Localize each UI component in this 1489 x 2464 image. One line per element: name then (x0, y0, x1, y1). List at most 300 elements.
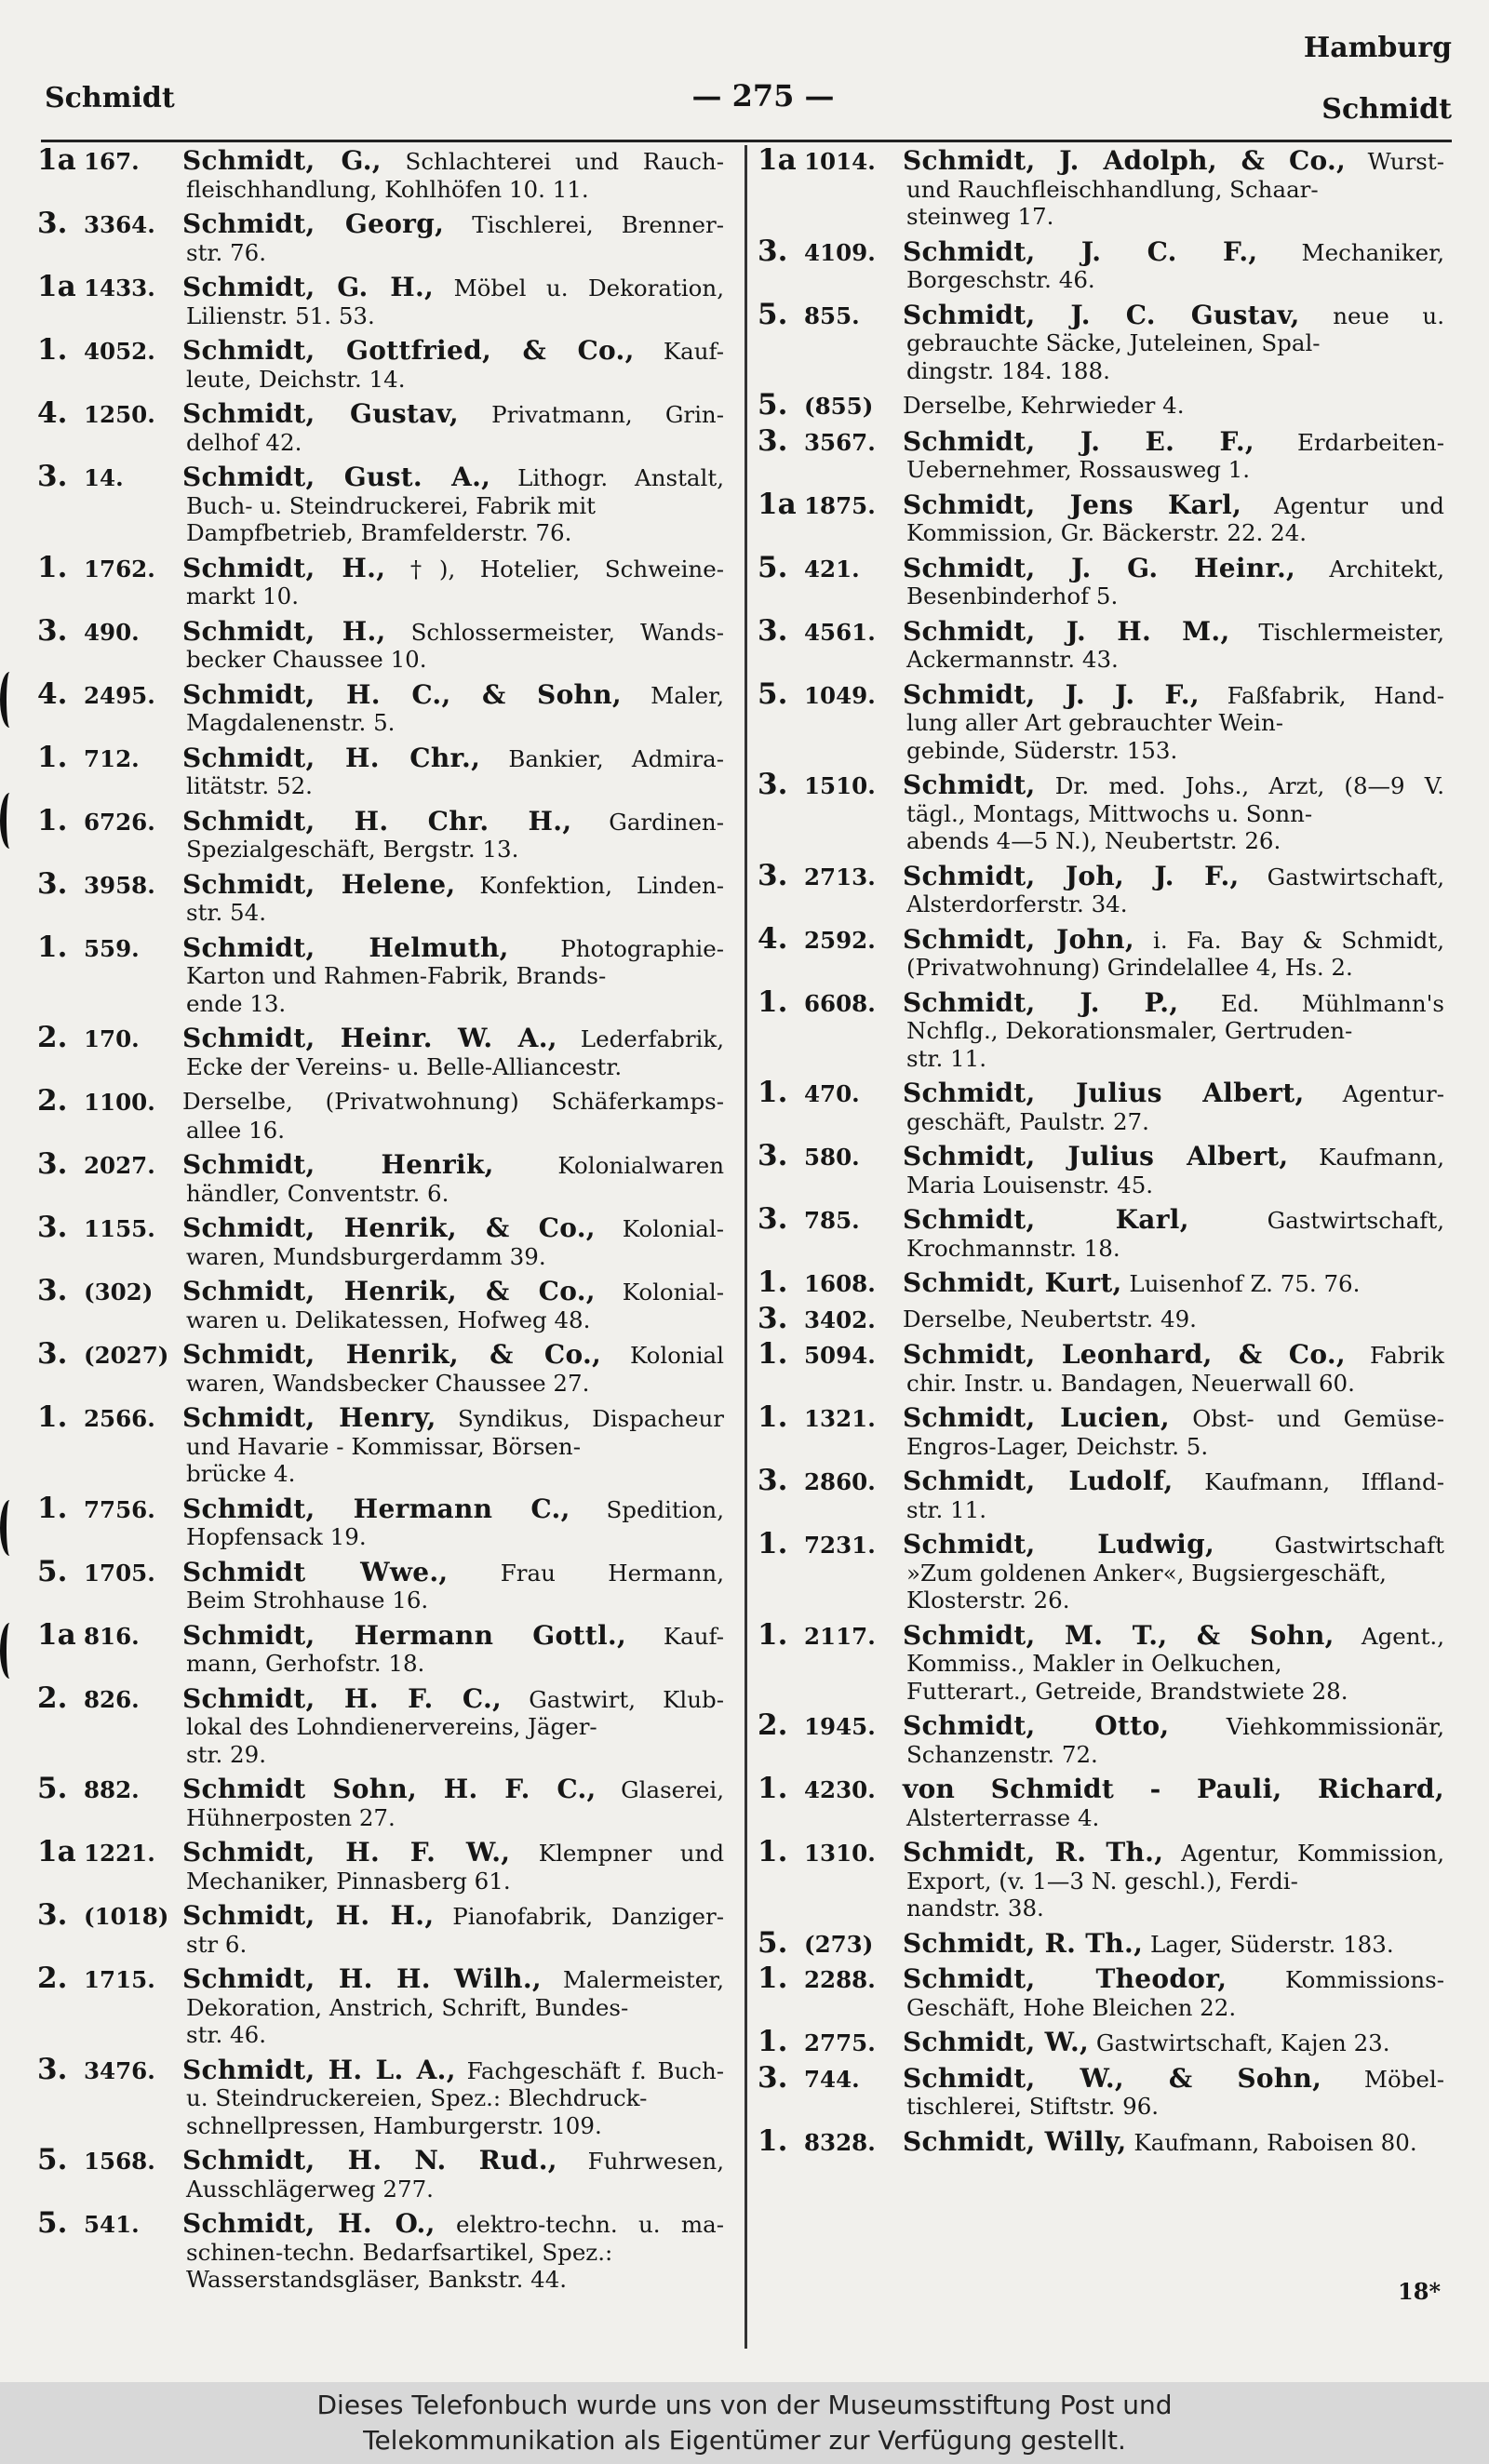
subscriber-name: Schmidt, Julius Albert, (903, 1141, 1289, 1172)
listing-detail: Lithogr. Anstalt, (517, 464, 725, 491)
listing-first-line (903, 1306, 1444, 1333)
exchange-zone: 5. (758, 297, 788, 331)
listing-first-line (182, 1902, 724, 1931)
phone-number (758, 1337, 903, 1371)
listing-detail: Möbel u. Dekoration, (453, 275, 724, 301)
listing-first-line (182, 1088, 724, 1116)
listing-continuation: dingstr. 184. 188. (906, 356, 1110, 384)
exchange-zone: 5. (758, 1925, 788, 1960)
number-value: 1321. (804, 1405, 876, 1432)
listing-first-line (903, 615, 1445, 647)
subscriber-name: Schmidt, J. J. F., (903, 678, 1200, 710)
phone-number (758, 1464, 903, 1497)
number-value: 2027. (84, 1152, 155, 1179)
listing-continuation: allee 16. (186, 1116, 286, 1144)
listing-first-line (903, 771, 1444, 800)
subscriber-name: Schmidt, G., (182, 145, 382, 176)
listing-detail: Klempner und (538, 1840, 725, 1867)
phone-number (758, 984, 903, 1019)
listing-continuation: litätstr. 52. (186, 772, 313, 799)
header-right-name: Schmidt (1321, 93, 1452, 126)
number-value: 3364. (84, 211, 155, 238)
listing-entry (37, 1400, 726, 1488)
exchange-zone: 1a (37, 1835, 76, 1868)
listing-continuation: »Zum goldenen Anker«, Bugsiergeschäft, (906, 1559, 1387, 1587)
listing-detail: Kaufmann, Raboisen 80. (1134, 2128, 1417, 2156)
listing-continuation: tägl., Montags, Mittwochs u. Sonn- (906, 799, 1313, 827)
listing-detail: Kaufmann, Iffland- (1204, 1468, 1444, 1495)
phone-number (758, 2025, 903, 2058)
subscriber-name: Schmidt, (903, 770, 1036, 800)
phone-number (758, 1772, 903, 1805)
number-value: 826. (84, 1685, 140, 1713)
subscriber-name: Schmidt Wwe., (182, 1556, 449, 1587)
listing-entry (37, 1835, 726, 1895)
listing-continuation: waren, Wandsbecker Chaussee 27. (186, 1369, 590, 1397)
number-value: 1510. (804, 772, 876, 799)
number-value: (2027) (84, 1342, 169, 1369)
exchange-zone: 3. (37, 1337, 68, 1371)
phone-number (758, 858, 903, 892)
listing-continuation: Engros-Lager, Deichstr. 5. (906, 1432, 1209, 1460)
subscriber-name: Schmidt, Ludolf, (903, 1466, 1174, 1496)
listing-first-line (903, 986, 1444, 1018)
listing-detail: Lederfabrik, (580, 1025, 724, 1052)
subscriber-name: Schmidt, Joh, J. F., (903, 860, 1240, 891)
listing-continuation: str. 54. (186, 899, 266, 926)
listing-detail: Gastwirtschaft (1274, 1532, 1444, 1559)
listing-entry (37, 1772, 726, 1831)
listing-entry (37, 396, 726, 456)
listing-entry (758, 297, 1446, 385)
listing-first-line (182, 1556, 724, 1587)
exchange-zone: 1. (37, 333, 68, 367)
subscriber-name: Schmidt Sohn, H. F. C., (182, 1774, 597, 1804)
exchange-zone: 1. (758, 1772, 788, 1805)
listing-detail: Wurst- (1367, 148, 1444, 175)
listing-first-line (903, 235, 1444, 267)
listing-first-line (903, 2125, 1444, 2157)
listing-detail: Erdarbeiten- (1296, 428, 1444, 456)
number-value: (855) (804, 393, 874, 420)
number-value: 559. (84, 934, 140, 962)
listing-first-line (182, 1404, 724, 1433)
listing-continuation: Ackermannstr. 43. (906, 646, 1119, 673)
listing-continuation: Geschäft, Hohe Bleichen 22. (906, 1993, 1237, 2021)
phone-number (37, 1617, 182, 1652)
phone-number (37, 930, 182, 964)
listing-continuation: waren, Mundsburgerdamm 39. (186, 1242, 546, 1270)
listing-detail: i. Fa. Bay & Schmidt, (1153, 926, 1444, 954)
subscriber-name: Schmidt, H. Chr., (182, 742, 481, 773)
header-rule (41, 140, 1452, 142)
exchange-zone: 1. (758, 1400, 788, 1434)
listing-detail: †), Hotelier, Schweine- (409, 555, 724, 583)
listing-continuation: Ecke der Vereins- u. Belle-Alliancestr. (186, 1052, 623, 1080)
number-value: 1715. (84, 1966, 155, 1993)
subscriber-name: Schmidt, H. O., (182, 2208, 436, 2239)
header-left-name: Schmidt (45, 82, 175, 114)
listing-continuation: lung aller Art gebrauchter Wein- (906, 709, 1284, 736)
phone-number (37, 1898, 182, 1932)
phone-number (37, 1021, 182, 1054)
exchange-zone: 1. (758, 1337, 788, 1371)
exchange-zone: 1. (37, 550, 68, 584)
exchange-zone: 3. (758, 1202, 788, 1236)
subscriber-name: Schmidt, Henry, (182, 1402, 436, 1433)
phone-number (758, 768, 903, 801)
number-value: 1221. (84, 1840, 155, 1867)
subscriber-name: Schmidt, Gottfried, & Co., (182, 335, 635, 366)
listing-entry (758, 1202, 1446, 1262)
number-value: 170. (84, 1025, 140, 1052)
number-value: 1945. (804, 1713, 876, 1740)
listing-first-line (903, 552, 1444, 583)
number-value: 816. (84, 1622, 140, 1650)
listing-first-line (903, 147, 1444, 176)
subscriber-name: Schmidt, Karl, (903, 1204, 1189, 1235)
subscriber-name: Schmidt, J. P., (903, 986, 1179, 1018)
listing-continuation: geschäft, Paulstr. 27. (906, 1107, 1149, 1135)
exchange-zone: 3. (37, 207, 68, 240)
listing-first-line (182, 1775, 724, 1804)
listing-continuation: Besenbinderhof 5. (906, 583, 1119, 609)
number-value: 4561. (804, 618, 876, 646)
listing-continuation: fleischhandlung, Kohlhöfen 10. 11. (186, 175, 589, 203)
listing-continuation: und Havarie - Kommissar, Börsen- (186, 1432, 581, 1460)
number-value: 2117. (804, 1622, 876, 1650)
listing-detail: Kommissions- (1284, 1966, 1444, 1993)
phone-number (758, 1301, 903, 1335)
phone-number (758, 1400, 903, 1434)
subscriber-name: Schmidt, J. G. Heinr., (903, 552, 1296, 583)
exchange-zone: 3. (37, 1898, 68, 1932)
listing-entry (37, 1021, 726, 1080)
listing-entry (758, 550, 1446, 610)
listing-detail: Frau Hermann, (500, 1559, 724, 1587)
footer-line-1: Dieses Telefonbuch wurde uns von der Museumsstiftung Post und (316, 2390, 1173, 2420)
exchange-zone: 1a (758, 143, 797, 177)
phone-number (37, 676, 182, 711)
number-value: 7231. (804, 1532, 876, 1559)
phone-number (758, 1139, 903, 1172)
listing-continuation: str. 11. (906, 1495, 986, 1523)
number-value: 4109. (804, 238, 876, 266)
listing-first-line (903, 1775, 1444, 1804)
subscriber-name: Schmidt, Helmuth, (182, 931, 509, 963)
listing-detail: Luisenhof Z. 75. 76. (1129, 1270, 1361, 1297)
listing-first-line (182, 400, 724, 429)
listing-detail: Agent., (1361, 1622, 1444, 1650)
listing-detail: Spedition, (606, 1495, 724, 1523)
subscriber-name: Schmidt, Gustav, (182, 398, 459, 429)
exchange-zone: 1. (758, 1617, 788, 1652)
header-city: Hamburg (1303, 32, 1452, 64)
listing-continuation: markt 10. (186, 583, 299, 609)
listing-first-line (903, 1965, 1444, 1994)
listing-detail: Pianofabrik, Danziger- (452, 1903, 724, 1930)
listing-entry (758, 1400, 1446, 1460)
signature-mark: 18* (1398, 2278, 1441, 2305)
listing-continuation: Hühnerposten 27. (186, 1803, 396, 1831)
number-value: 2860. (804, 1468, 876, 1495)
listing-entry (758, 234, 1446, 294)
listing-continuation: becker Chaussee 10. (186, 646, 427, 673)
listing-entry (758, 2123, 1446, 2158)
subscriber-name: Schmidt, H. F. C., (182, 1682, 503, 1714)
binding-mark (0, 672, 20, 728)
number-value: 580. (804, 1144, 860, 1171)
listing-first-line (903, 491, 1444, 520)
listing-first-line (182, 1024, 724, 1053)
listing-continuation: schnellpressen, Hamburgerstr. 109. (186, 2111, 602, 2139)
subscriber-name: Schmidt, H. Chr. H., (182, 805, 572, 837)
exchange-zone: 1. (37, 740, 68, 774)
listing-first-line (182, 805, 724, 837)
phone-number (758, 1265, 903, 1299)
subscriber-name: Schmidt, Heinr. W. A., (182, 1023, 557, 1053)
listing-continuation: Alsterterrasse 4. (906, 1803, 1100, 1831)
phone-number (37, 1147, 182, 1181)
listing-first-line (182, 337, 724, 366)
exchange-zone: 3. (758, 1301, 788, 1335)
subscriber-name: Schmidt, M. T., & Sohn, (903, 1619, 1335, 1651)
listing-detail: Tischlerei, Brenner- (472, 211, 724, 238)
subscriber-name: Schmidt, W., (903, 2027, 1090, 2057)
exchange-zone: 1. (758, 2123, 788, 2158)
subscriber-name: Schmidt, W., & Sohn, (903, 2062, 1322, 2094)
phone-number (758, 297, 903, 331)
listing-detail: elektro-techn. u. ma- (456, 2211, 724, 2238)
listing-continuation: brücke 4. (186, 1460, 296, 1487)
listing-first-line (182, 1839, 724, 1868)
number-value: 882. (84, 1776, 140, 1803)
number-value: 4052. (84, 338, 155, 365)
phone-number (758, 613, 903, 648)
listing-entry (758, 1464, 1446, 1523)
listing-detail: Malermeister, (562, 1966, 724, 1993)
phone-number (37, 333, 182, 367)
exchange-zone: 3. (37, 1147, 68, 1181)
phone-number (758, 487, 903, 521)
phone-number (758, 921, 903, 956)
subscriber-name: Schmidt, Julius Albert, (903, 1078, 1305, 1108)
phone-number (37, 1962, 182, 1995)
listing-first-line (182, 210, 724, 239)
subscriber-name: Schmidt, Gust. A., (182, 462, 491, 492)
listing-continuation: Wasserstandsgläser, Bankstr. 44. (186, 2266, 568, 2293)
listing-detail: neue u. (1333, 301, 1444, 329)
number-value: 785. (804, 1207, 860, 1234)
listing-detail: Agentur, Kommission, (1181, 1840, 1445, 1867)
exchange-zone: 3. (758, 423, 788, 458)
listing-detail: Kolonial- (622, 1215, 725, 1242)
listing-detail: Gastwirtschaft, Kajen 23. (1095, 2029, 1390, 2056)
listing-detail: Bankier, Admira- (508, 744, 724, 772)
phone-number (37, 1400, 182, 1434)
listing-detail: Schlossermeister, Wands- (410, 618, 724, 646)
listing-detail: Kaufmann, (1319, 1144, 1445, 1171)
exchange-zone: 4. (37, 676, 68, 711)
phone-number (758, 1962, 903, 1995)
phone-number (37, 207, 182, 240)
listing-continuation: leute, Deichstr. 14. (186, 365, 406, 393)
listing-first-line (182, 1151, 724, 1180)
phone-number (758, 1835, 903, 1868)
subscriber-name: Schmidt, H. H., (182, 1900, 435, 1931)
listing-first-line (182, 744, 724, 773)
number-value: 7756. (84, 1495, 155, 1523)
listing-entry (758, 921, 1446, 982)
listing-continuation: Mechaniker, Pinnasberg 61. (186, 1867, 511, 1895)
exchange-zone: 1. (758, 2025, 788, 2058)
phone-number (758, 2123, 903, 2158)
phone-number (758, 1076, 903, 1109)
phone-number (758, 1925, 903, 1960)
number-value: 1705. (84, 1559, 155, 1587)
listing-continuation: u. Steindruckereien, Spez.: Blechdruck- (186, 2084, 648, 2111)
number-value: 421. (804, 555, 860, 583)
exchange-zone: 3. (758, 613, 788, 648)
listing-detail: Derselbe, (Privatwohnung) Schäferkamps- (182, 1088, 724, 1115)
phone-number (37, 143, 182, 177)
exchange-zone: 1. (37, 803, 68, 837)
listing-first-line (903, 1839, 1444, 1868)
subscriber-name: Schmidt, Lucien, (903, 1402, 1170, 1433)
listing-detail: Fuhrwesen, (587, 2148, 724, 2175)
listing-entry (758, 1772, 1446, 1831)
listing-first-line (903, 678, 1444, 710)
listing-continuation: händler, Conventstr. 6. (186, 1179, 449, 1207)
listing-entry (37, 676, 726, 737)
subscriber-name: Schmidt, H. F. W., (182, 1837, 511, 1868)
listing-entry (37, 2143, 726, 2203)
listing-entry (37, 803, 726, 864)
listing-detail: Faßfabrik, Hand- (1227, 681, 1444, 709)
number-value: 1875. (804, 491, 876, 519)
listing-first-line (182, 147, 724, 176)
number-value: (1018) (84, 1903, 169, 1930)
exchange-zone: 3. (758, 858, 788, 892)
exchange-zone: 1. (758, 1265, 788, 1299)
listing-detail: Schlachterei und Rauch- (405, 148, 724, 175)
listing-continuation: Beim Strohhause 16. (186, 1587, 429, 1614)
number-value: (302) (84, 1279, 154, 1306)
phone-number (758, 423, 903, 458)
exchange-zone: 3. (37, 866, 68, 901)
exchange-zone: 3. (37, 613, 68, 648)
listing-continuation: Uebernehmer, Rossausweg 1. (906, 456, 1251, 483)
listing-continuation: Hopfensack 19. (186, 1523, 367, 1550)
subscriber-name: Schmidt, Henrik, & Co., (182, 1212, 596, 1243)
listing-detail: Privatmann, Grin- (491, 401, 724, 428)
listing-entry (758, 1925, 1446, 1960)
binding-mark (0, 1623, 20, 1679)
listing-first-line (903, 2029, 1444, 2057)
listing-detail: Fabrik (1369, 1342, 1444, 1369)
listing-first-line (182, 2056, 724, 2085)
listing-first-line (182, 1278, 724, 1306)
subscriber-name: Schmidt, Georg, (182, 208, 445, 239)
exchange-zone: 3. (37, 1211, 68, 1244)
listing-detail: Gastwirtschaft, (1267, 1207, 1444, 1234)
phone-number (37, 1084, 182, 1118)
exchange-zone: 3. (37, 1274, 68, 1307)
listing-first-line (182, 1341, 724, 1370)
exchange-zone: 1a (37, 1617, 76, 1652)
listing-first-line (182, 1682, 724, 1714)
number-value: 1568. (84, 2148, 155, 2175)
phone-number (37, 1337, 182, 1371)
listing-entry (37, 1491, 726, 1551)
listing-detail: Gastwirtschaft, (1267, 863, 1444, 891)
exchange-zone: 3. (758, 2060, 788, 2095)
listing-detail: Dr. med. Johs., Arzt, (8—9 V. (1054, 772, 1444, 799)
listing-first-line (903, 2062, 1444, 2094)
number-value: 2288. (804, 1966, 876, 1993)
listing-entry (37, 1681, 726, 1769)
phone-number (37, 1554, 182, 1588)
exchange-zone: 3. (758, 1139, 788, 1172)
exchange-zone: 1. (758, 1527, 788, 1560)
phone-number (37, 1835, 182, 1868)
listing-detail: Gardinen- (609, 808, 724, 836)
exchange-zone: 5. (37, 2206, 68, 2240)
number-value: 3476. (84, 2056, 155, 2084)
number-value: 1608. (804, 1270, 876, 1297)
listing-detail: Glaserei, (621, 1776, 724, 1803)
exchange-zone: 5. (37, 2143, 68, 2176)
listing-entry (37, 1962, 726, 2049)
phone-number (37, 1211, 182, 1244)
listing-detail: Maler, (651, 681, 724, 709)
exchange-zone: 1. (758, 1835, 788, 1868)
listing-continuation: Alsterdorferstr. 34. (906, 891, 1128, 917)
subscriber-name: Schmidt, Henrik, & Co., (182, 1339, 602, 1370)
listing-first-line (903, 860, 1444, 891)
exchange-zone: 2. (37, 1681, 68, 1715)
listing-continuation: steinweg 17. (906, 203, 1054, 230)
exchange-zone: 1. (758, 1962, 788, 1995)
column-divider (744, 145, 747, 2349)
exchange-zone: 3. (758, 768, 788, 801)
listing-detail: Gastwirt, Klub- (529, 1685, 724, 1713)
phone-number (37, 460, 182, 493)
listing-entry (37, 2206, 726, 2294)
listing-entry (758, 388, 1446, 422)
listing-continuation: waren u. Delikatessen, Hofweg 48. (186, 1306, 591, 1333)
listing-entry (37, 2052, 726, 2140)
exchange-zone: 5. (758, 676, 788, 711)
number-value: 541. (84, 2211, 140, 2238)
listing-first-line (903, 1531, 1444, 1560)
phone-number (37, 396, 182, 430)
subscriber-name: Schmidt, Henrik, (182, 1149, 494, 1180)
exchange-zone: 5. (758, 388, 788, 422)
number-value: 8328. (804, 2128, 876, 2156)
listing-continuation: Spezialgeschäft, Bergstr. 13. (186, 836, 519, 863)
listing-entry (37, 613, 726, 674)
number-value: 490. (84, 618, 140, 646)
listing-entry (758, 1527, 1446, 1614)
listing-continuation: und Rauchfleischhandlung, Schaar- (906, 175, 1319, 203)
number-value: 3567. (804, 428, 876, 456)
listing-detail: Syndikus, Dispacheur (457, 1405, 724, 1432)
listing-entry (37, 1084, 726, 1144)
number-value: 1762. (84, 555, 155, 583)
number-value: 2592. (804, 926, 876, 954)
listing-continuation: delhof 42. (186, 428, 302, 456)
